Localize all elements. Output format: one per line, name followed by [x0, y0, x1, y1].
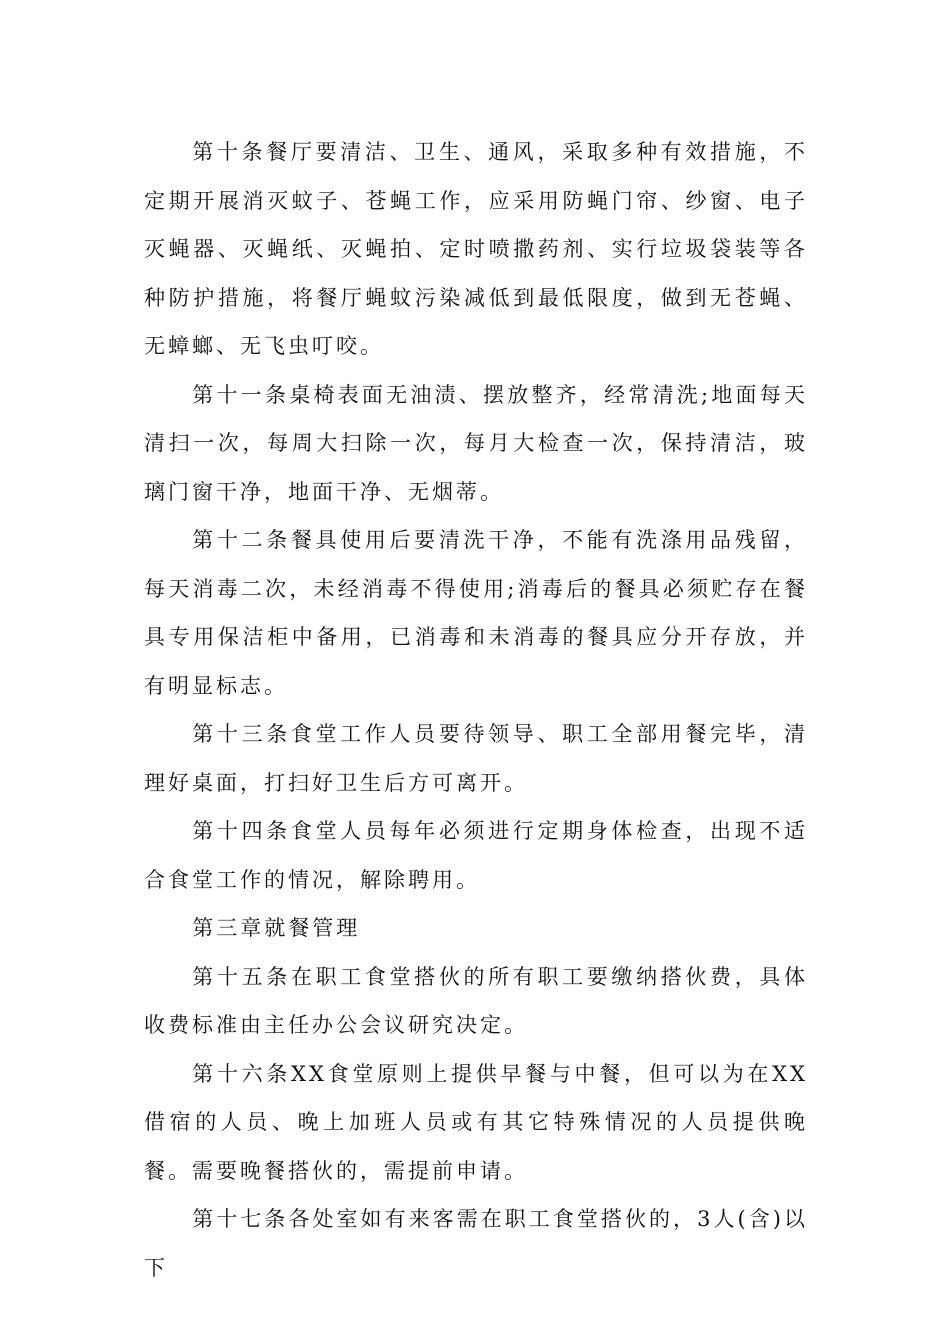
- paragraph-article-10: 第十条餐厅要清洁、卫生、通风，采取多种有效措施，不定期开展消灭蚊子、苍蝇工作，应采用防蝇门帘、纱窗、电子灭蝇器、灭蝇纸、灭蝇拍、定时喷撒药剂、实行垃圾袋装等各种防护措施，将餐厅蝇蚊污染减低到最低限度，做到无苍蝇、无蟑螂、无飞虫叮咬。: [144, 140, 808, 358]
- paragraph-article-15: 第十五条在职工食堂搭伙的所有职工要缴纳搭伙费，具体收费标准由主任办公会议研究决定。: [144, 964, 808, 1037]
- document-body: [144, 128, 808, 1292]
- paragraph-article-12: 第十二条餐具使用后要清洗干净，不能有洗涤用品残留，每天消毒二次，未经消毒不得使用;消毒后的餐具必须贮存在餐具专用保洁柜中备用，已消毒和未消毒的餐具应分开存放，并有明显标志。: [144, 528, 808, 698]
- chapter-heading: 第三章就餐管理: [192, 916, 361, 940]
- paragraph-article-16: 第十六条XX食堂原则上提供早餐与中餐，但可以为在XX借宿的人员、晚上加班人员或有其它特殊情况的人员提供晚餐。需要晚餐搭伙的，需提前申请。: [144, 1061, 808, 1183]
- paragraph-article-13: 第十三条食堂工作人员要待领导、职工全部用餐完毕，清理好桌面，打扫好卫生后方可离开。: [144, 722, 808, 795]
- paragraph-article-17: 第十七条各处室如有来客需在职工食堂搭伙的，3人(含)以下: [144, 1207, 808, 1280]
- paragraph-article-14: 第十四条食堂人员每年必须进行定期身体检查，出现不适合食堂工作的情况，解除聘用。: [144, 819, 808, 892]
- paragraph-article-11: 第十一条桌椅表面无油渍、摆放整齐，经常清洗;地面每天清扫一次，每周大扫除一次，每月大检查一次，保持清洁，玻璃门窗干净，地面干净、无烟蒂。: [144, 382, 808, 504]
